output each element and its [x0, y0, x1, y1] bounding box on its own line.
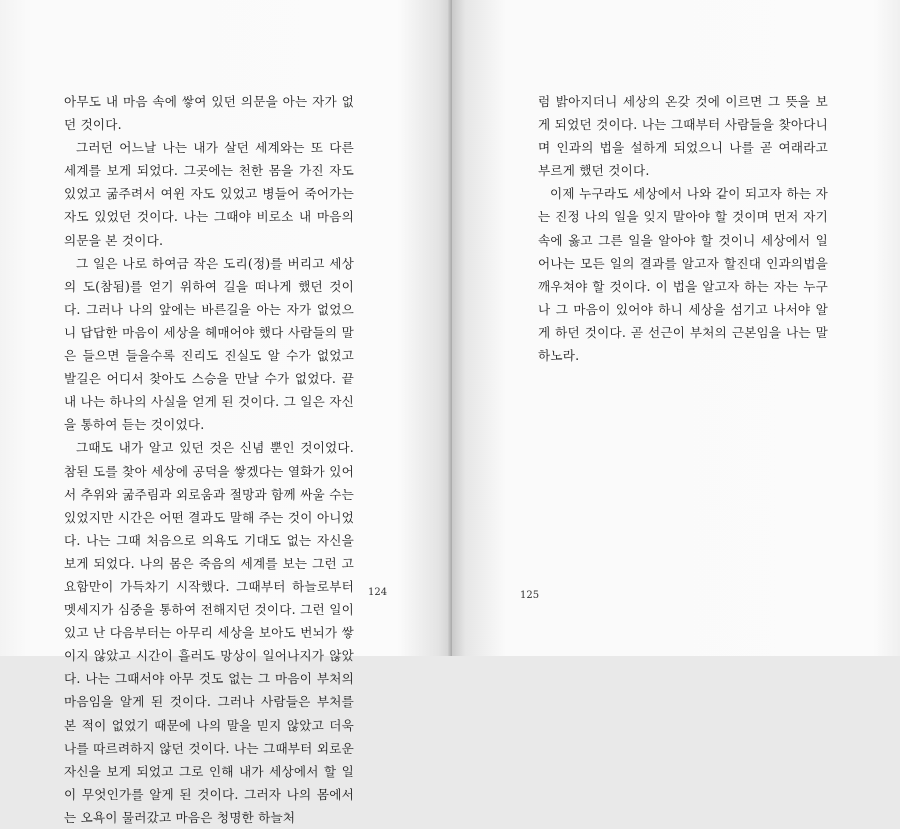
left-page-body	[64, 90, 354, 829]
paragraph: 그때도 내가 알고 있던 것은 신념 뿐인 것이었다. 참된 도를 찾아 세상에 공덕을 쌓겠다는 열화가 있어서 추위와 굶주림과 외로움과 절망과 함께 싸울 수는 있었지만 시간은 어떤 결과도 말해 주는 것이 아니었다. 나는 그때 처음으로 의욕도 기대도 없는 자신을 보게 되었다. 나의 몸은 죽음의 세계를 보는 그런 고요함만이 가득차기 시작했다. 그때부터 하늘로부터 멧세지가 심중을 통하여 전해지던 것이다. 그런 일이 있고 난 다음부터는 아무리 세상을 보아도 번뇌가 쌓이지 않았고 시간이 흘러도 망상이 일어나지가 않았다. 나는 그때서야 아무 것도 없는 그 마음이 부처의 마음임을 알게 된 것이다. 그러나 사람들은 부처를 본 적이 없었기 때문에 나의 말을 믿지 않았고 더욱 나를 따르려하지 않던 것이다. 나는 그때부터 외로운 자신을 보게 되었고 그로 인해 내가 세상에서 할 일이 무엇인가를 알게 된 것이다. 그러자 나의 몸에서는 오욕이 물러갔고 마음은 청명한 하늘처	[64, 440, 354, 825]
paragraph: 아무도 내 마음 속에 쌓여 있던 의문을 아는 자가 없던 것이다.	[64, 94, 354, 133]
right-page	[452, 0, 900, 656]
paragraph: 그러던 어느날 나는 내가 살던 세계와는 또 다른 세계를 보게 되었다. 그곳에는 천한 몸을 가진 자도 있었고 굶주려서 여윈 자도 있었고 병들어 죽어가는 자도 있었던 것이다. 나는 그때야 비로소 내 마음의 의문을 본 것이다.	[64, 140, 354, 248]
left-page	[0, 0, 452, 825]
right-page-body	[538, 90, 828, 367]
page-number: 124	[368, 587, 388, 598]
paragraph: 럼 밝아지더니 세상의 온갖 것에 이르면 그 뜻을 보게 되었던 것이다. 나는 그때부터 사람들을 찾아다니며 인과의 법을 설하게 되었으니 나를 곧 여래라고 부르게 했던 것이다.	[538, 94, 828, 179]
paragraph: 이제 누구라도 세상에서 나와 같이 되고자 하는 자는 진정 나의 일을 잊지 말아야 할 것이며 먼저 자기 속에 옳고 그른 일을 알아야 할 것이니 세상에서 일어나는 모든 일의 결과를 알고자 할진대 인과의법을 깨우쳐야 할 것이다. 이 법을 알고자 하는 자는 누구나 그 마음이 있어야 하니 세상을 섬기고 나서야 알게 하던 것이다. 곧 선근이 부처의 근본임을 나는 말하노라.	[538, 186, 828, 364]
paragraph: 그 일은 나로 하여금 작은 도리(정)를 버리고 세상의 도(참됨)를 얻기 위하여 길을 떠나게 했던 것이다. 그러나 나의 앞에는 바른길을 아는 자가 없었으니 답답한 마음이 세상을 헤매어야 했다 사람들의 말은 들으면 들을수록 진리도 진실도 알 수가 없었고 발길은 어디서 찾아도 스승을 만날 수가 없었다. 끝내 나는 하나의 사실을 얻게 된 것이다. 그 일은 자신을 통하여 듣는 것이었다.	[64, 255, 354, 433]
page-number: 125	[520, 590, 540, 601]
